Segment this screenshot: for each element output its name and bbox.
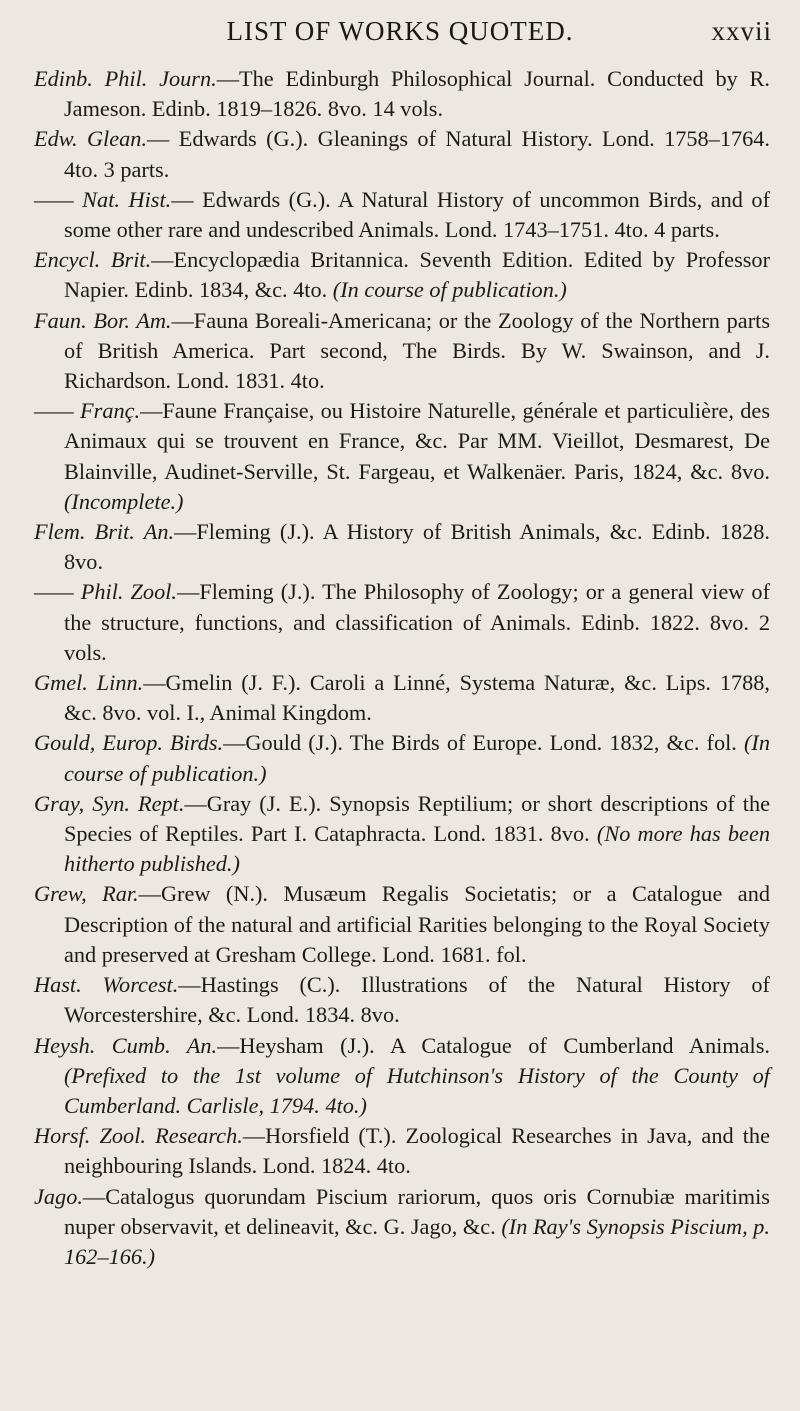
entry-text: —Horsfield (T.). Zoological Researches in Java, and the neighbouring Islands. Lond. 1824. 4to. <box>64 1123 770 1179</box>
entry-text: —Gould (J.). The Birds of Europe. Lond. 1832, &c. fol. <box>223 730 737 756</box>
entry-text: —Gray (J. E.). Synopsis Reptilium; or short descriptions of the Species of Reptiles. Part I. Cataphracta. Lond. 1831. 8vo. <box>64 790 770 847</box>
entry-abbreviation: —— Phil. Zool. <box>34 579 178 605</box>
entry-abbreviation: Hast. Worcest. <box>34 972 179 998</box>
entry-abbreviation: Edinb. Phil. Journ. <box>34 66 217 91</box>
entry-abbreviation: Faun. Bor. Am. <box>34 307 172 333</box>
entry-note: (Prefixed to the 1st volume of Hutchinson's History of the County of Cumberland. Carlisle, 1794. 4to.) <box>64 1062 770 1118</box>
bibliography-entry <box>34 396 770 517</box>
entry-text: —Gmelin (J. F.). Caroli a Linné, Systema Naturæ, &c. Lips. 1788, &c. 8vo. vol. I., Animal Kingdom. <box>64 670 770 726</box>
bibliography-entry <box>34 789 770 880</box>
entry-note: (In course of publication.) <box>64 730 770 786</box>
running-title: LIST OF WORKS QUOTED. <box>226 16 574 46</box>
entry-text: —Fleming (J.). The Philosophy of Zoology; or a general view of the structure, functions, and classification of Animals. Edinb. 1822. 8vo. 2 vols. <box>64 579 771 665</box>
bibliography-entry <box>34 517 770 577</box>
entry-note: (In Ray's Synopsis Piscium, p. 162–166.) <box>64 1213 771 1269</box>
entry-text: —Heysham (J.). A Catalogue of Cumberland Animals. <box>217 1032 770 1058</box>
entry-abbreviation: —— Franç. <box>34 398 141 424</box>
entry-text: —The Edinburgh Philosophical Journal. Conducted by R. Jameson. Edinb. 1819–1826. 8vo. 14 vols. <box>64 66 770 122</box>
page-number: xxvii <box>711 16 772 46</box>
bibliography-entry <box>34 577 770 668</box>
bibliography-entry <box>34 124 770 184</box>
entry-text: —Fleming (J.). A History of British Animals, &c. Edinb. 1828. 8vo. <box>64 519 770 575</box>
page-header <box>0 6 800 56</box>
bibliography-entry <box>34 64 770 124</box>
entry-text: —Hastings (C.). Illustrations of the Natural History of Worcestershire, &c. Lond. 1834. 8vo. <box>64 972 770 1028</box>
entry-abbreviation: Grew, Rar. <box>34 881 139 907</box>
entry-abbreviation: Gmel. Linn. <box>34 670 144 696</box>
bibliography-entry <box>34 185 770 245</box>
bibliography-entry <box>34 306 770 397</box>
bibliography-list <box>34 64 770 1272</box>
entry-text: —Grew (N.). Musæum Regalis Societatis; or a Catalogue and Description of the natural and artificial Rarities belonging to the Royal Society and preserved at Gresham College. Lond. 1681. fol. <box>64 881 770 967</box>
bibliography-entry <box>34 1182 770 1273</box>
entry-text: —Faune Française, ou Histoire Naturelle, générale et particulière, des Animaux qui se trouvent en France, &c. Par MM. Vieillot, Desmarest, De Blainville, Audinet-Serville, St. Fargeau, et Walkenäer. Paris, 1824, &c. 8vo. <box>64 398 770 484</box>
entry-text: — Edwards (G.). A Natural History of uncommon Birds, and of some other rare and undescribed Animals. Lond. 1743–1751. 4to. 4 parts. <box>64 186 770 243</box>
entry-abbreviation: Gray, Syn. Rept. <box>34 790 185 816</box>
bibliography-entry <box>34 1121 770 1181</box>
entry-abbreviation: Horsf. Zool. Research. <box>34 1123 243 1149</box>
entry-abbreviation: Encycl. Brit. <box>34 247 152 273</box>
entry-abbreviation: —— Nat. Hist. <box>34 186 172 212</box>
entry-abbreviation: Gould, Europ. Birds. <box>34 730 224 756</box>
entry-abbreviation: Heysh. Cumb. An. <box>34 1032 218 1058</box>
bibliography-entry <box>34 970 770 1030</box>
entry-note: (Incomplete.) <box>64 488 184 514</box>
entry-text: —Fauna Boreali-Americana; or the Zoology of the Northern parts of British America. Part second, The Birds. By W. Swainson, and J. Richardson. Lond. 1831. 4to. <box>64 307 770 394</box>
entry-abbreviation: Flem. Brit. An. <box>34 519 175 545</box>
entry-note: (No more has been hitherto published.) <box>64 821 771 877</box>
entry-text: — Edwards (G.). Gleanings of Natural History. Lond. 1758–1764. 4to. 3 parts. <box>64 126 770 182</box>
bibliography-entry <box>34 728 770 788</box>
bibliography-entry <box>34 1031 770 1122</box>
entry-text: —Catalogus quorundam Piscium rariorum, quos oris Cornubiæ maritimis nuper observavit, et delineavit, &c. G. Jago, &c. <box>64 1183 770 1239</box>
entry-abbreviation: Edw. Glean. <box>34 126 148 152</box>
entry-note: (In course of publication.) <box>332 277 567 303</box>
bibliography-entry <box>34 879 770 970</box>
entry-abbreviation: Jago. <box>34 1183 83 1209</box>
bibliography-entry <box>34 245 770 305</box>
bibliography-entry <box>34 668 770 728</box>
entry-text: —Encyclopædia Britannica. Seventh Edition. Edited by Professor Napier. Edinb. 1834, &c. 4to. <box>64 247 770 303</box>
